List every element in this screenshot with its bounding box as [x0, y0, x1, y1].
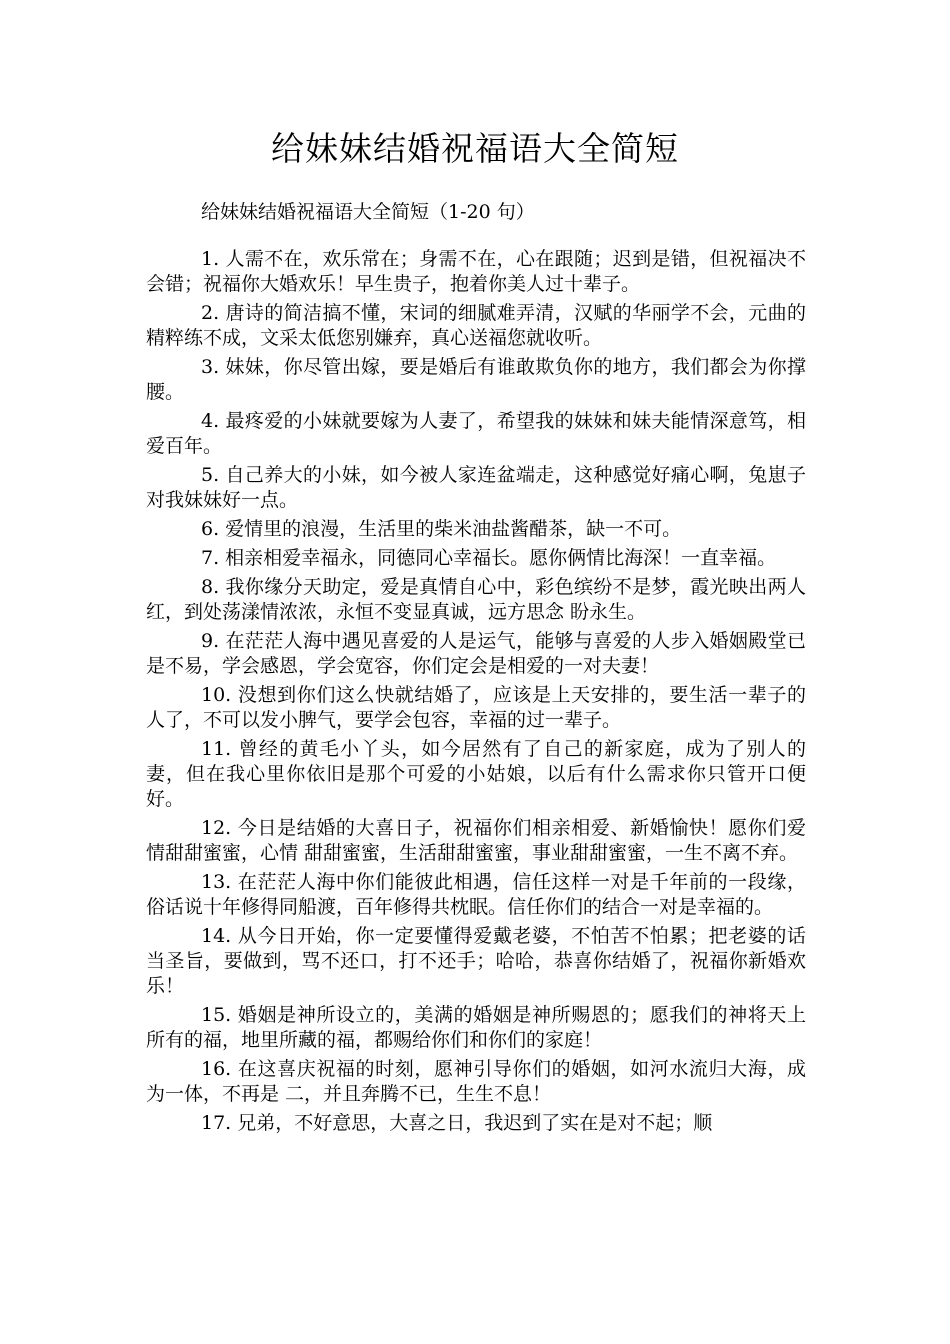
blessing-item-13: 13. 在茫茫人海中你们能彼此相遇，信任这样一对是千年前的一段缘，俗话说十年修得同船渡，百年修得共枕眠。信任你们的结合一对是幸福的。 — [146, 871, 806, 918]
blessing-item-10: 10. 没想到你们这么快就结婚了，应该是上天安排的，要生活一辈子的人了，不可以发小脾气，要学会包容，幸福的过一辈子。 — [146, 684, 806, 731]
blessing-item-5: 5. 自己养大的小妹，如今被人家连盆端走，这种感觉好痛心啊，兔崽子对我妹妹好一点。 — [146, 464, 806, 511]
blessing-item-11: 11. 曾经的黄毛小丫头，如今居然有了自己的新家庭，成为了别人的妻，但在我心里你依旧是那个可爱的小姑娘，以后有什么需求你只管开口便好。 — [146, 738, 806, 810]
document-title: 给妹妹结婚祝福语大全简短 — [271, 129, 679, 168]
blessing-item-12: 12. 今日是结婚的大喜日子，祝福你们相亲相爱、新婚愉快！愿你们爱情甜甜蜜蜜，心情 甜甜蜜蜜，生活甜甜蜜蜜，事业甜甜蜜蜜，一生不离不弃。 — [146, 817, 806, 864]
blessing-item-2: 2. 唐诗的简洁搞不懂，宋词的细腻难弄清，汉赋的华丽学不会，元曲的精粹练不成，文采太低您别嫌弃，真心送福您就收听。 — [146, 302, 806, 349]
blessing-item-7: 7. 相亲相爱幸福永，同德同心幸福长。愿你俩情比海深！一直幸福。 — [201, 547, 777, 569]
document-subtitle: 给妹妹结婚祝福语大全简短（1-20 句） — [201, 201, 535, 223]
blessing-item-17: 17. 兄弟，不好意思，大喜之日，我迟到了实在是对不起；顺 — [201, 1112, 713, 1134]
blessing-item-4: 4. 最疼爱的小妹就要嫁为人妻了，希望我的妹妹和妹夫能情深意笃，相爱百年。 — [146, 410, 806, 457]
blessing-list — [146, 247, 806, 1140]
blessing-item-8: 8. 我你缘分天助定，爱是真情自心中，彩色缤纷不是梦，霞光映出两人红，到处荡漾情浓浓，永恒不变显真诚，远方思念 盼永生。 — [146, 576, 806, 623]
blessing-item-14: 14. 从今日开始，你一定要懂得爱戴老婆，不怕苦不怕累；把老婆的话当圣旨，要做到，骂不还口，打不还手；哈哈，恭喜你结婚了，祝福你新婚欢乐！ — [146, 925, 806, 997]
blessing-item-9: 9. 在茫茫人海中遇见喜爱的人是运气，能够与喜爱的人步入婚姻殿堂已是不易，学会感恩，学会宽容，你们定会是相爱的一对夫妻！ — [146, 630, 806, 677]
blessing-item-15: 15. 婚姻是神所设立的，美满的婚姻是神所赐恩的；愿我们的神将天上所有的福，地里所藏的福，都赐给你们和你们的家庭！ — [146, 1004, 806, 1051]
blessing-item-3: 3. 妹妹，你尽管出嫁，要是婚后有谁敢欺负你的地方，我们都会为你撑腰。 — [146, 356, 806, 403]
blessing-item-1: 1. 人需不在，欢乐常在；身需不在，心在跟随；迟到是错，但祝福决不会错；祝福你大婚欢乐！早生贵子，抱着你美人过十辈子。 — [146, 248, 806, 295]
blessing-item-16: 16. 在这喜庆祝福的时刻，愿神引导你们的婚姻，如河水流归大海，成为一体，不再是 二，并且奔腾不已，生生不息！ — [146, 1058, 806, 1105]
blessing-item-6: 6. 爱情里的浪漫，生活里的柴米油盐酱醋茶，缺一不可。 — [201, 518, 682, 540]
